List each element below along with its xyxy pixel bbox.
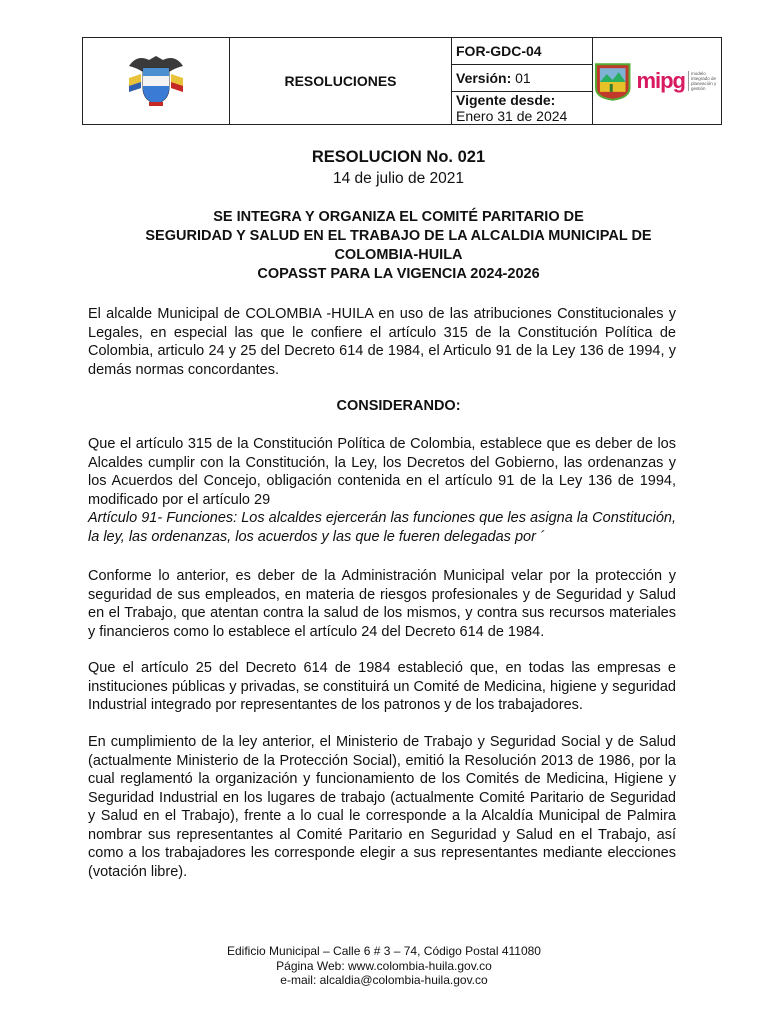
footer-email: e-mail: alcaldia@colombia-huila.gov.co — [280, 973, 488, 987]
resolution-subject — [82, 208, 715, 284]
subject-line: COLOMBIA-HUILA — [334, 247, 463, 263]
subject-line: SEGURIDAD Y SALUD EN EL TRABAJO DE LA ALCALDIA MUNICIPAL DE — [145, 228, 652, 244]
mipg-tagline: modelo integrado de planeación y gestión — [688, 71, 721, 91]
valid-from-cell — [452, 92, 593, 125]
subject-line: COPASST PARA LA VIGENCIA 2024-2026 — [257, 266, 540, 282]
considerando-heading: CONSIDERANDO: — [336, 398, 461, 414]
page-footer — [0, 944, 768, 988]
considerando-paragraph-1 — [88, 435, 676, 546]
mipg-logo-cell — [593, 38, 722, 125]
article-91-quote: Artículo 91- Funciones: Los alcaldes ejercerán las funciones que les asigna la Constitución, la ley, las ordenanzas, los acuerdos y las que le fueren delegadas por ´ — [88, 510, 676, 545]
coat-of-arms-logo — [83, 38, 230, 125]
form-code: FOR-GDC-04 — [452, 38, 593, 65]
version-cell — [452, 65, 593, 92]
footer-address: Edificio Municipal – Calle 6 # 3 – 74, Código Postal 411080 — [227, 944, 541, 958]
considerando-paragraph-3: Que el artículo 25 del Decreto 614 de 1984 estableció que, en todas las empresas e instituciones públicas y privadas, se constituirá un Comité de Medicina, higiene y seguridad Industrial integrado por representantes de los patronos y de los trabajadores. — [88, 660, 676, 713]
version-label: Versión: — [456, 70, 512, 86]
coat-of-arms-icon — [123, 48, 189, 110]
version-value: 01 — [515, 70, 531, 86]
paragraph-text: Que el artículo 315 de la Constitución Política de Colombia, establece que es deber de los Alcaldes cumplir con la Constitución, la Ley, los Decretos del Gobierno, las ordenanzas y los Acuerdos del Concejo, obligación contenida en el artículo 91 de la Ley 136 de 1994, modificado por el artículo 29 — [88, 436, 676, 508]
considerando-paragraph-4: En cumplimiento de la ley anterior, el Ministerio de Trabajo y Seguridad Social y de Salud (actualmente Ministerio de la Protección Social), emitió la Resolución 2013 de 1986, por la cual reglamentó la organización y funcionamiento de los Comités de Medicina, Higiene y Seguridad Industrial en los lugares de trabajo (actualmente Comité Paritario de Seguridad y Salud en el Trabajo), frente a lo cual le corresponde a la Alcaldía Municipal de Palmira nombrar sus representantes al Comité Paritario en Seguridad y Salud en el Trabajo, así como a los trabajadores les corresponde elegir a sus representantes mediante elecciones (votación libre). — [88, 734, 676, 880]
valid-from-date: Enero 31 de 2024 — [456, 108, 568, 124]
valid-from-label: Vigente desde: — [456, 92, 556, 108]
considerando-paragraph-2: Conforme lo anterior, es deber de la Administración Municipal velar por la protección y seguridad de sus empleados, en materia de riesgos profesionales y de Seguridad y Salud en el Trabajo, que atentan contra la salud de los mismos, y contra sus recursos materiales y financieros como lo establece el artículo 24 del Decreto 614 de 1984. — [88, 568, 676, 640]
intro-paragraph: El alcalde Municipal de COLOMBIA -HUILA en uso de las atribuciones Constitucionales y Legales, en especial las que le confiere el artículo 315 de la Constitución Política de Colombia, articulo 24 y 25 del Decreto 614 de 1984, el Articulo 91 de la Ley 136 de 1994, y demás normas concordantes. — [88, 306, 676, 378]
footer-website: Página Web: www.colombia-huila.gov.co — [276, 958, 492, 973]
resolution-date: 14 de julio de 2021 — [332, 170, 464, 187]
municipal-shield-icon — [593, 60, 632, 102]
document-type-title: RESOLUCIONES — [230, 38, 452, 125]
document-header — [82, 37, 722, 125]
mipg-wordmark: mipg — [636, 68, 685, 93]
subject-line: SE INTEGRA Y ORGANIZA EL COMITÉ PARITARIO DE — [213, 209, 584, 225]
resolution-number: RESOLUCION No. 021 — [311, 148, 486, 166]
